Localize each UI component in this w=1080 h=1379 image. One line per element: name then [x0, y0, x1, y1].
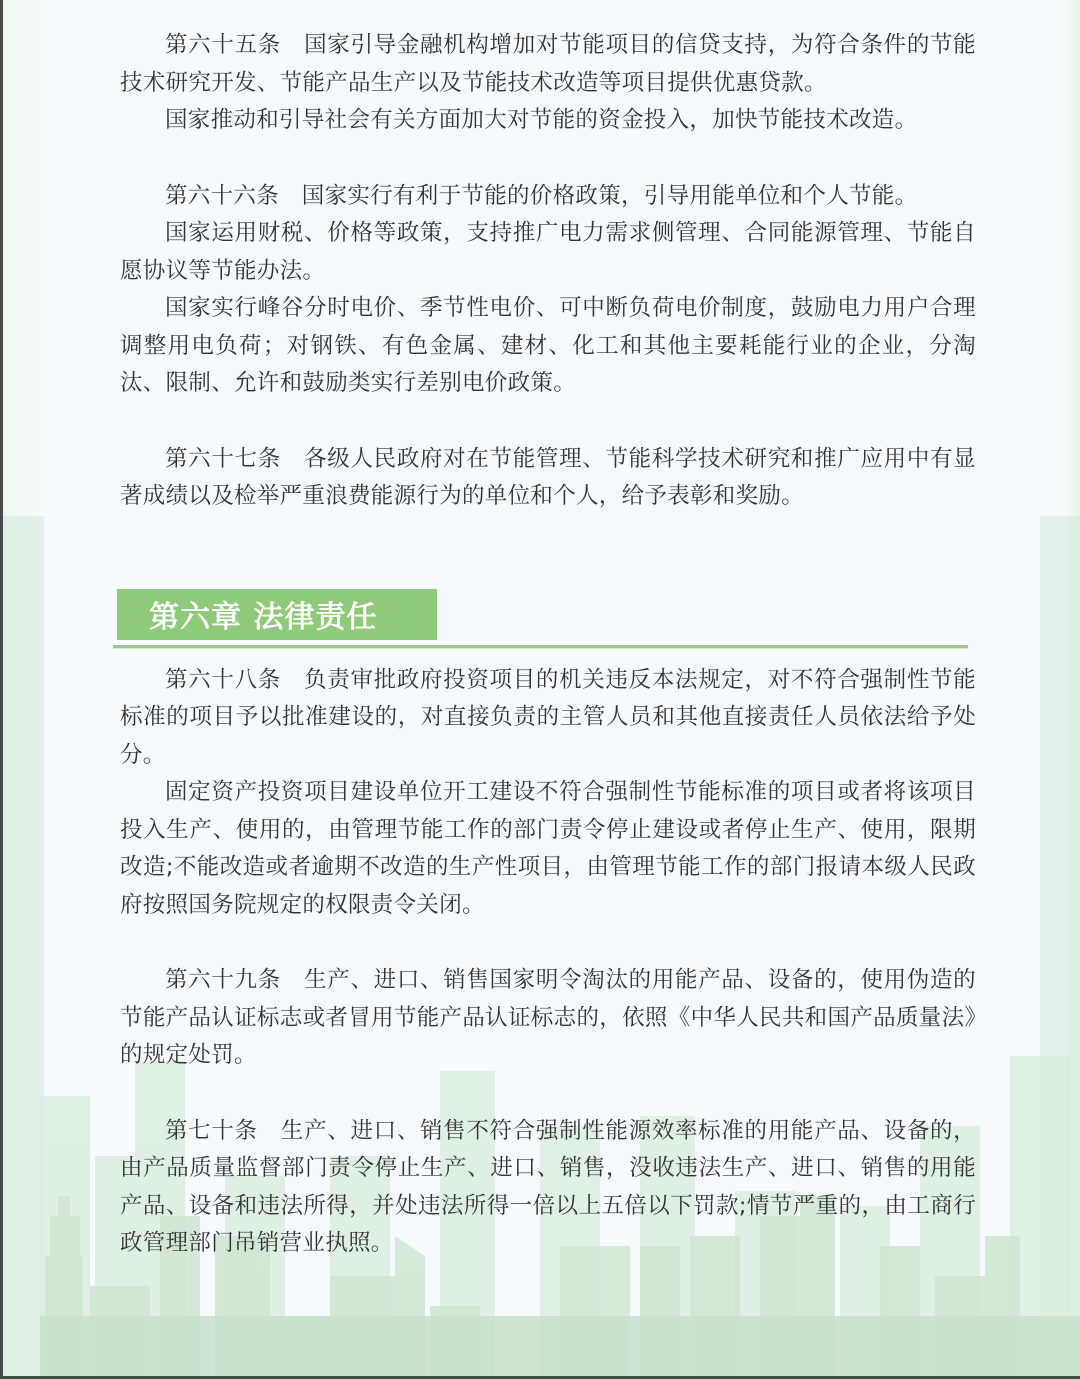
spacer: [120, 403, 976, 441]
article-paragraph: 第六十七条 各级人民政府对在节能管理、节能科学技术研究和推广应用中有显著成绩以及检举严重浪费能源行为的单位和个人，给予表彰和奖励。: [120, 445, 976, 509]
article-65: [120, 27, 976, 140]
spacer: [120, 924, 976, 962]
spacer: [120, 140, 976, 178]
document-body: [120, 27, 976, 1263]
spacer: [120, 516, 976, 589]
chapter-title: 第六章 法律责任: [149, 600, 378, 635]
article-70: [120, 1113, 976, 1263]
article-67: [120, 441, 976, 516]
article-paragraph: 国家运用财税、价格等政策，支持推广电力需求侧管理、合同能源管理、节能自愿协议等节能办法。: [120, 220, 976, 284]
article-paragraph: 国家实行峰谷分时电价、季节性电价、可中断负荷电价制度，鼓励电力用户合理调整用电负荷；对钢铁、有色金属、建材、化工和其他主要耗能行业的企业，分淘汰、限制、允许和鼓励类实行差别电价政策。: [120, 295, 976, 396]
article-66: [120, 178, 976, 403]
spacer: [120, 651, 976, 662]
chapter-title-box: [117, 589, 437, 640]
chapter-underline-divider: [113, 645, 968, 648]
article-paragraph: 第六十八条 负责审批政府投资项目的机关违反本法规定，对不符合强制性节能标准的项目予以批准建设的，对直接负责的主管人员和其他直接责任人员依法给予处分。: [120, 666, 976, 768]
article-paragraph: 第六十六条 国家实行有利于节能的价格政策，引导用能单位和个人节能。: [165, 182, 918, 209]
article-paragraph: 国家推动和引导社会有关方面加大对节能的资金投入，加快节能技术改造。: [165, 107, 918, 133]
spacer: [120, 1075, 976, 1113]
article-69: [120, 962, 976, 1075]
article-paragraph: 第七十条 生产、进口、销售不符合强制性能源效率标准的用能产品、设备的，由产品质量监督部门责令停止生产、进口、销售，没收违法生产、进口、销售的用能产品、设备和违法所得，并处违法所得一倍以上五倍以下罚款;情节严重的，由工商行政管理部门吊销营业执照。: [120, 1117, 976, 1256]
article-68: [120, 662, 976, 925]
article-paragraph: 固定资产投资项目建设单位开工建设不符合强制性节能标准的项目或者将该项目投入生产、使用的，由管理节能工作的部门责令停止建设或者停止生产、使用，限期改造;不能改造或者逾期不改造的生产性项目，由管理节能工作的部门报请本级人民政府按照国务院规定的权限责令关闭。: [120, 779, 976, 918]
left-frame-border: [0, 0, 3, 1379]
chapter-heading: [113, 589, 968, 651]
article-paragraph: 第六十五条 国家引导金融机构增加对节能项目的信贷支持，为符合条件的节能技术研究开发、节能产品生产以及节能技术改造等项目提供优惠贷款。: [120, 32, 976, 96]
article-paragraph: 第六十九条 生产、进口、销售国家明令淘汰的用能产品、设备的，使用伪造的节能产品认证标志或者冒用节能产品认证标志的，依照《中华人民共和国产品质量法》的规定处罚。: [120, 967, 976, 1068]
